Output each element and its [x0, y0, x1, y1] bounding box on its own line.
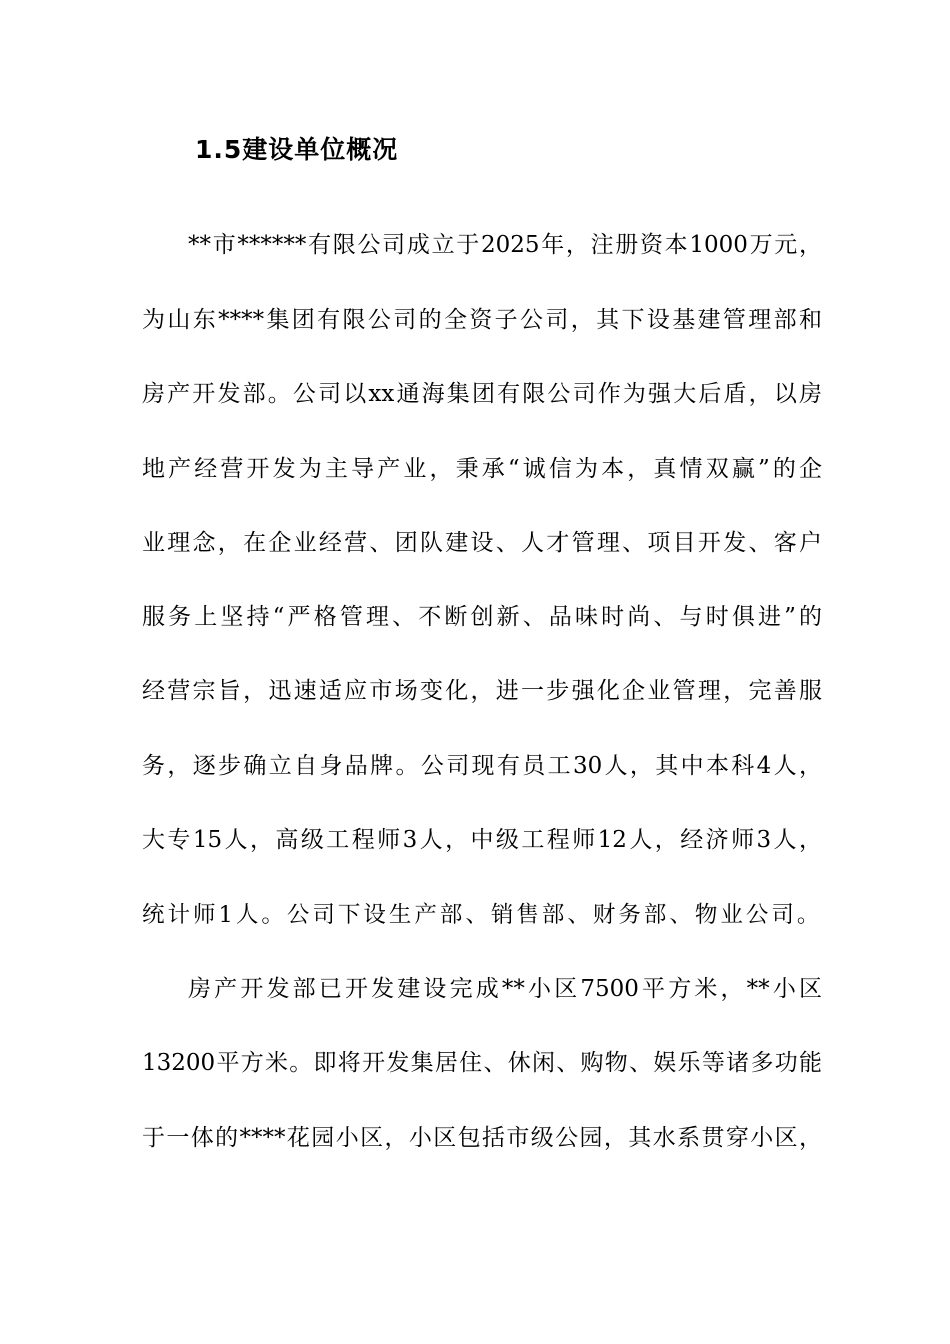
paragraph-1-line-4: 地产经营开发为主导产业，秉承“诚信为本，真情双赢”的企 — [142, 456, 822, 482]
paragraph-1-line-2: 为山东****集团有限公司的全资子公司，其下设基建管理部和 — [142, 307, 822, 333]
paragraph-1-line-6: 服务上坚持“严格管理、不断创新、品味时尚、与时俱进”的 — [142, 604, 822, 630]
paragraph-1-line-3: 房产开发部。公司以xx通海集团有限公司作为强大后盾，以房 — [142, 381, 822, 407]
paragraph-1-line-9: 大专15人，高级工程师3人，中级工程师12人，经济师3人， — [142, 827, 822, 853]
paragraph-2-line-2: 13200平方米。即将开发集居住、休闲、购物、娱乐等诸多功能 — [142, 1050, 822, 1076]
paragraph-1-line-10: 统计师1人。公司下设生产部、销售部、财务部、物业公司。 — [142, 902, 823, 928]
paragraph-1-line-7: 经营宗旨，迅速适应市场变化，进一步强化企业管理，完善服 — [142, 678, 822, 704]
paragraph-1-line-1: **市******有限公司成立于2025年，注册资本1000万元， — [188, 232, 822, 258]
paragraph-1-line-8: 务，逐步确立自身品牌。公司现有员工30人，其中本科4人， — [142, 753, 822, 779]
paragraph-1-line-5: 业理念，在企业经营、团队建设、人才管理、项目开发、客户 — [142, 530, 822, 556]
paragraph-2-line-3: 于一体的****花园小区，小区包括市级公园，其水系贯穿小区， — [142, 1125, 822, 1151]
paragraph-2-line-1: 房产开发部已开发建设完成**小区7500平方米，**小区 — [188, 976, 822, 1002]
section-heading: 1.5建设单位概况 — [195, 135, 399, 164]
